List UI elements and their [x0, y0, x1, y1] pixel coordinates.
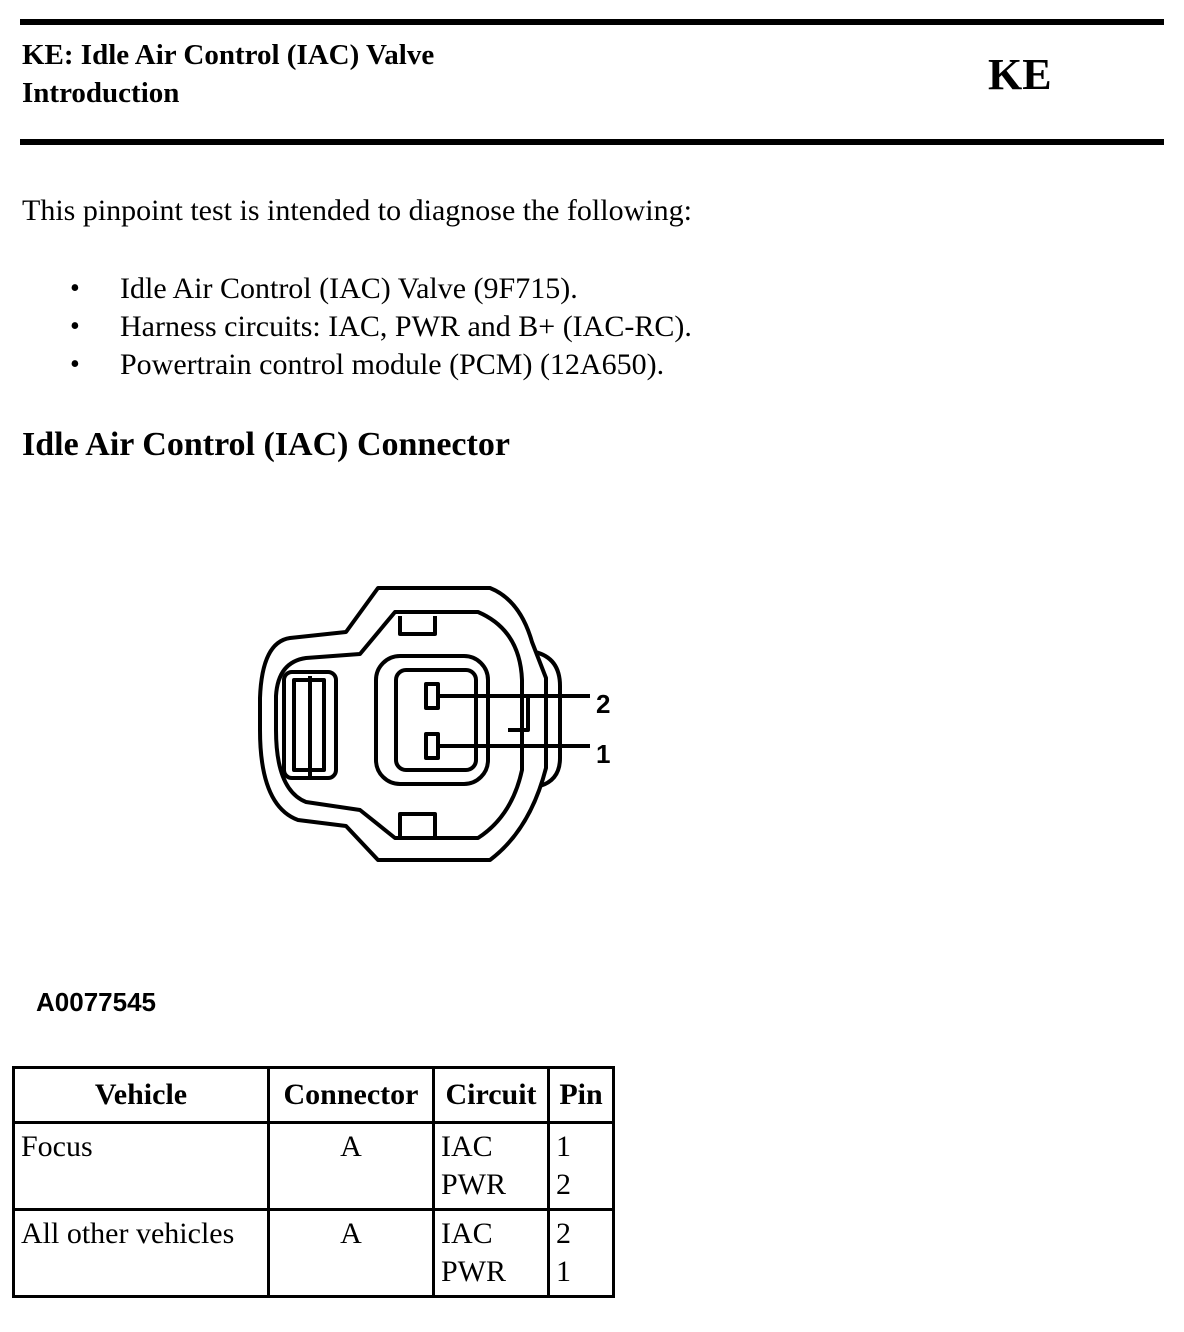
list-item [22, 308, 692, 346]
table-row [14, 1123, 614, 1210]
bullet-icon: • [70, 349, 80, 380]
table-header-row [14, 1068, 614, 1123]
cell-circuit [434, 1123, 549, 1210]
right-latch-tab [508, 696, 528, 730]
iac-connector-diagram [250, 580, 630, 870]
cell-connector: A [269, 1210, 434, 1297]
column-header-vehicle: Vehicle [14, 1068, 269, 1123]
list-item-text: Idle Air Control (IAC) Valve (9F715). [120, 272, 578, 305]
connector-inner-housing [276, 612, 522, 838]
header-bottom-rule [20, 139, 1164, 145]
circuit-value: IAC [441, 1217, 493, 1250]
bullet-icon: • [70, 273, 80, 304]
section-code: KE [988, 50, 1052, 99]
title-line-1: KE: Idle Air Control (IAC) Valve [22, 39, 435, 71]
pin-value: 1 [556, 1255, 571, 1288]
list-item-text: Powertrain control module (PCM) (12A650). [120, 348, 665, 381]
header-top-rule [20, 19, 1164, 25]
list-item-text: Harness circuits: IAC, PWR and B+ (IAC-RC). [120, 310, 692, 343]
circuit-value: IAC [441, 1130, 493, 1163]
cell-circuit [434, 1210, 549, 1297]
title-line-2: Introduction [22, 77, 180, 109]
bottom-key-notch [400, 814, 435, 836]
page-title [22, 36, 434, 112]
cell-pin [549, 1123, 614, 1210]
list-item [22, 270, 692, 308]
pin-1-terminal [426, 734, 438, 758]
pin-value: 2 [556, 1217, 571, 1250]
cell-connector: A [269, 1123, 434, 1210]
pin-2-label: 2 [596, 689, 611, 719]
circuit-value: PWR [441, 1255, 507, 1288]
column-header-connector: Connector [269, 1068, 434, 1123]
pin-1-label: 1 [596, 739, 611, 769]
figure-id: A0077545 [36, 987, 156, 1017]
pin-2-terminal [426, 684, 438, 708]
cell-vehicle: Focus [14, 1123, 269, 1210]
column-header-circuit: Circuit [434, 1068, 549, 1123]
bullet-icon: • [70, 311, 80, 342]
pin-value: 1 [556, 1130, 571, 1163]
circuit-value: PWR [441, 1168, 507, 1201]
cell-vehicle: All other vehicles [14, 1210, 269, 1297]
column-header-pin: Pin [549, 1068, 614, 1123]
diagnosis-list [22, 270, 692, 384]
pin-value: 2 [556, 1168, 571, 1201]
top-key-notch [400, 616, 435, 634]
cell-pin [549, 1210, 614, 1297]
connector-heading: Idle Air Control (IAC) Connector [22, 426, 510, 463]
list-item [22, 346, 692, 384]
connector-pin-table [12, 1066, 615, 1298]
pin-cavity-outer [376, 656, 488, 784]
table-row [14, 1210, 614, 1297]
intro-text: This pinpoint test is intended to diagnose the following: [22, 194, 692, 227]
